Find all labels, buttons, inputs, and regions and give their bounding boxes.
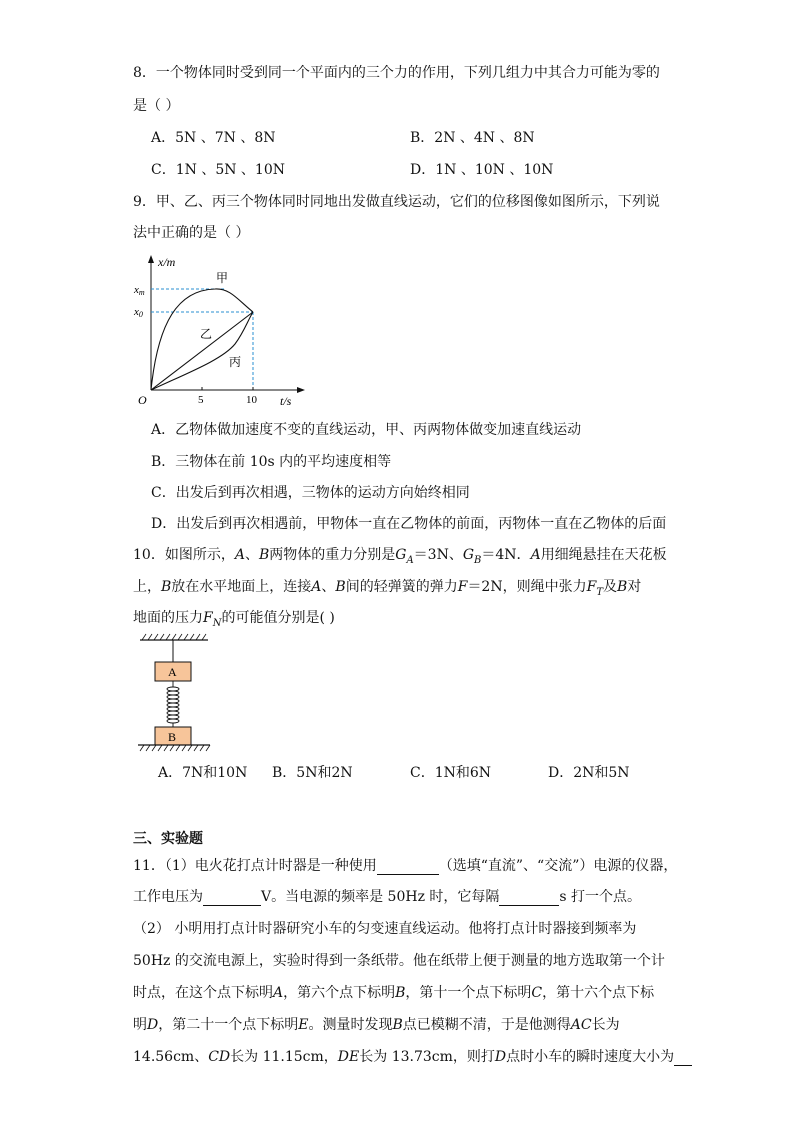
q11-blank-3[interactable] [499,891,559,906]
q11-line7: 14.56cm、CD长为 11.15cm，DE长为 13.73cm，则打D点时小车的瞬时速度大小为 [133,1048,692,1066]
q11-blank-4[interactable] [674,1051,692,1066]
q11-blank-1[interactable] [377,860,439,875]
q11-line3: （2） 小明用打点计时器研究小车的匀变速直线运动。他将打点计时器接到频率为 [133,921,637,937]
q9-option-c: C．出发后到再次相遇，三物体的运动方向始终相同 [151,485,470,501]
tick-5: 5 [198,394,204,406]
q9-option-b: B．三物体在前 10s 内的平均速度相等 [151,454,392,470]
q10-line1: 10．如图所示，A、B两物体的重力分别是$G_A=3N$、$G_B=4N$．A用细绳悬挂在天花板 [133,547,667,566]
label-jia: 甲 [216,271,229,285]
q9-position-time-graph [130,252,310,410]
q8-line1: 8．一个物体同时受到同一个平面内的三个力的作用，下列几组力中其合力可能为零的 [133,65,660,81]
q11-line4: 50Hz 的交流电源上，实验时得到一条纸带。他在纸带上便于测量的地方选取第一个计 [133,953,665,969]
q8-option-b: B．2N 、4N 、8N [410,130,535,146]
q11-line1: 11．（1）电火花打点计时器是一种使用 （选填“直流”、“交流”）电源的仪器， [133,858,678,874]
q11-line5: 时点，在这个点下标明A，第六个点下标明B，第十一个点下标明C，第十六个点下标 [133,985,655,1001]
tick-10: 10 [246,394,257,406]
q9-line1: 9．甲、乙、丙三个物体同时同地出发做直线运动，它们的位移图像如图所示，下列说 [133,194,660,210]
x0-label: x0 [134,306,143,319]
q8-option-d: D．1N 、10N 、10N [410,162,554,178]
q10-spring-diagram [136,632,216,756]
label-bing: 丙 [229,355,242,369]
section-title: 三、实验题 [133,831,203,847]
origin-label: O [138,393,147,407]
q10-option-b: B．5N和2N [272,765,353,781]
spring [167,681,179,727]
q10-line3: 地面的压力$F_N$的可能值分别是( ) [133,610,335,629]
q11-line2: 工作电压为 V。当电源的频率是 50Hz 时，它每隔 s 打一个点。 [133,889,642,905]
q9-option-d: D．出发后到再次相遇前，甲物体一直在乙物体的前面，丙物体一直在乙物体的后面 [151,516,667,532]
x-axis-label: t/s [280,394,292,408]
q9-line2: 法中正确的是（ ） [133,225,250,241]
label-yi: 乙 [200,327,213,341]
q10-option-c: C．1N和6N [410,765,492,781]
q10-line2: 上，B放在水平地面上，连接A、B间的轻弹簧的弹力F＝2N，则绳中张力$F_T$及B对 [133,579,642,598]
q8-option-a: A．5N 、7N 、8N [151,130,276,146]
q9-option-a: A．乙物体做加速度不变的直线运动，甲、丙两物体做变加速直线运动 [151,422,582,438]
block-b-label: B [168,730,177,744]
q10-option-a: A．7N和10N [158,765,248,781]
q8-line2: 是（ ） [133,98,180,114]
block-a-label: A [168,665,177,679]
x-axis-arrow [297,387,305,393]
q8-option-c: C．1N 、5N 、10N [151,162,285,178]
q11-blank-2[interactable] [203,891,261,906]
y-axis-arrow [148,255,154,263]
y-axis-label: x/m [158,255,176,269]
xm-label: xm [134,284,145,297]
q11-line6: 明D，第二十一个点下标明E。测量时发现B点已模糊不清，于是他测得AC长为 [133,1017,620,1033]
q10-option-d: D．2N和5N [548,765,630,781]
